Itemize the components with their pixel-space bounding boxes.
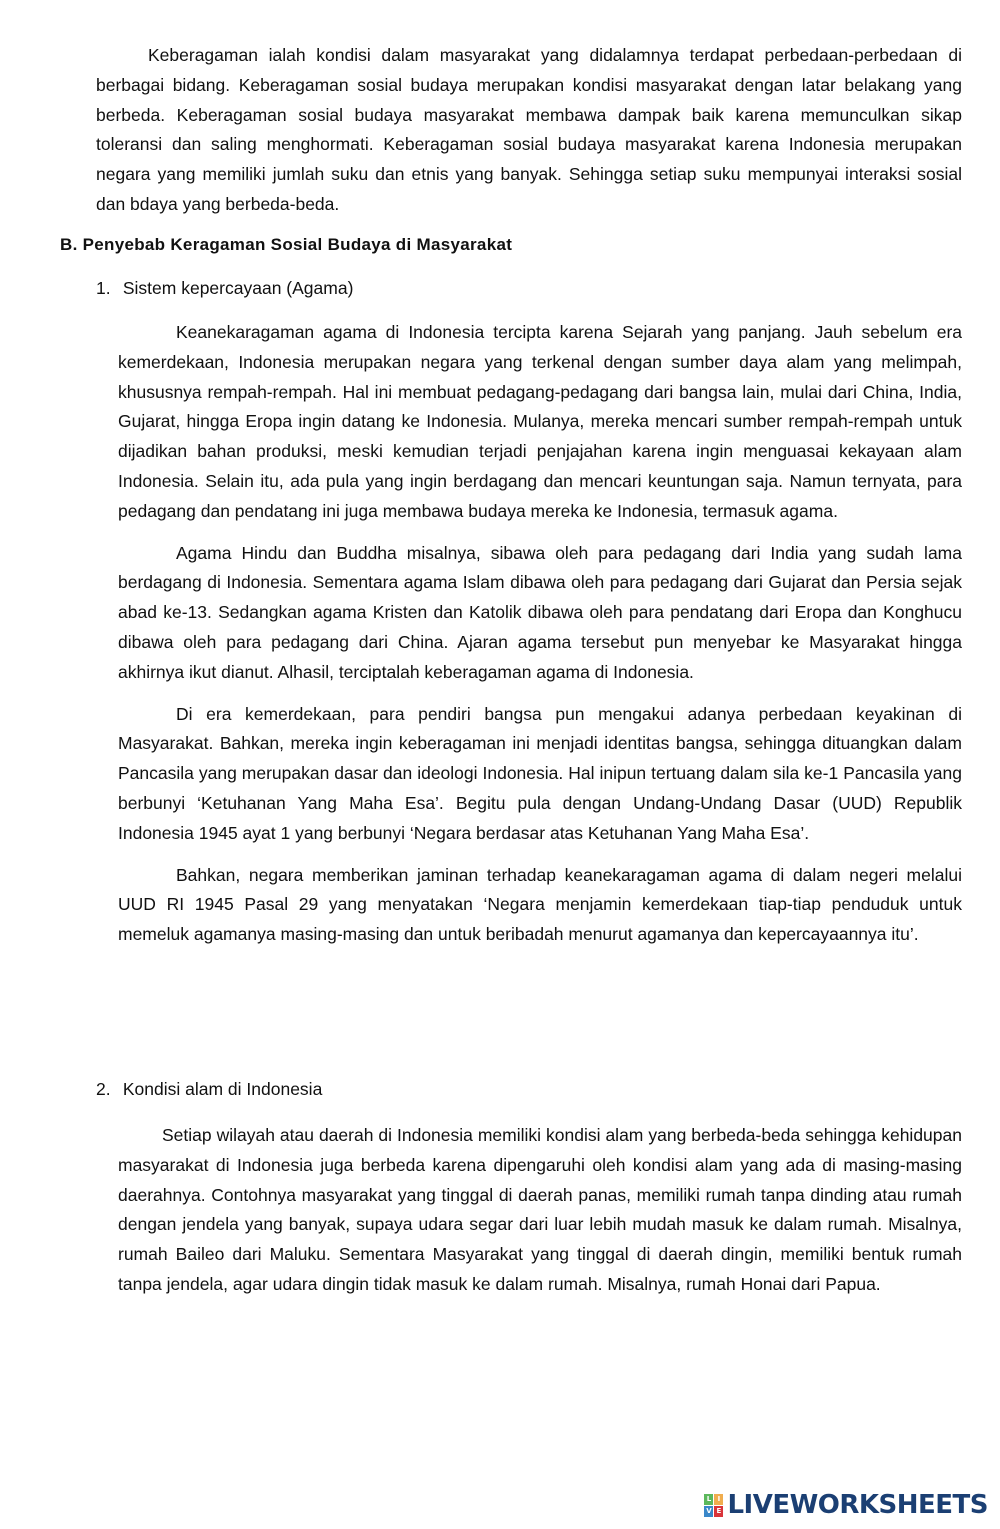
- list-title: Sistem kepercayaan (Agama): [122, 278, 354, 298]
- section-heading: B. Penyebab Keragaman Sosial Budaya di Masyarakat: [60, 235, 513, 254]
- logo-tile: E: [714, 1506, 723, 1517]
- list-number: 1.: [96, 278, 111, 298]
- logo-tile: L: [704, 1494, 713, 1505]
- logo-tile: I: [714, 1494, 723, 1505]
- logo-tile: V: [706, 1506, 712, 1515]
- paragraph: Bahkan, negara memberikan jaminan terhadap keanekaragaman agama di dalam negeri melalui UUD RI 1945 Pasal 29 yang menyatakan ‘Negara menjamin kemerdekaan tiap-tiap penduduk untuk memeluk agamanya masing-masing dan untuk beribadah menurut agamanya dan kepercayaannya itu’.: [118, 864, 962, 945]
- paragraph: Setiap wilayah atau daerah di Indonesia memiliki kondisi alam yang berbeda-beda sehingga kehidupan masyarakat di Indonesia juga berbeda karena dipengaruhi oleh kondisi alam yang ada di masing-masing daerahnya. Contohnya masyarakat yang tinggal di daerah panas, memiliki rumah tanpa dinding atau rumah dengan jendela yang banyak, supaya udara segar dari luar lebih mudah masuk ke dalam rumah. Misalnya, rumah Baileo dari Maluku. Sementara Masyarakat yang tinggal di daerah dingin, memiliki bentuk rumah tanpa jendela, agar udara dingin tidak masuk ke dalam rumah. Misalnya, rumah Honai dari Papua.: [118, 1125, 962, 1294]
- list-item-title: [96, 1079, 322, 1100]
- paragraph: Keanekaragaman agama di Indonesia tercipta karena Sejarah yang panjang. Jauh sebelum era kemerdekaan, Indonesia merupakan negara yang terkenal dengan sumber daya alam yang melimpah, khususnya rempah-rempah. Hal ini membuat pedagang-pedagang dari bangsa lain, mulai dari China, India, Gujarat, hingga Eropa ingin datang ke Indonesia. Mulanya, mereka mencari sumber rempah-rempah untuk dijadikan bahan produksi, meski kemudian terjadi penjajahan karena ingin menguasai kekayaan alam Indonesia. Selain itu, ada pula yang ingin berdagang dan mencari keuntungan saja. Namun ternyata, para pedagang dan pendatang ini juga membawa budaya mereka ke Indonesia, termasuk agama.: [118, 322, 962, 521]
- list-title: Kondisi alam di Indonesia: [122, 1079, 323, 1099]
- logo-wordmark: LIVEWORKSHEETS: [727, 1490, 988, 1520]
- paragraph: Agama Hindu dan Buddha misalnya, sibawa oleh para pedagang dari India yang sudah lama berdagang di Indonesia. Sementara agama Islam dibawa oleh para pedagang dari Gujarat dan Persia sejak abad ke-13. Sedangkan agama Kristen dan Katolik dibawa oleh para pendatang dari Eropa dan Konghucu dibawa oleh para pedagang dari China. Ajaran agama tersebut pun menyebar ke Masyarakat hingga akhirnya ikut dianut. Alhasil, terciptalah keberagaman agama di Indonesia.: [118, 542, 962, 682]
- section-body: [118, 318, 962, 962]
- section-body: [118, 1121, 962, 1300]
- intro-paragraph: Keberagaman ialah kondisi dalam masyarakat yang didalamnya terdapat perbedaan-perbedaan di berbagai bidang. Keberagaman sosial budaya merupakan kondisi masyarakat dengan latar belakang yang berbeda. Keberagaman sosial budaya masyarakat membawa dampak baik karena memunculkan sikap toleransi dan saling menghormati. Keberagaman sosial budaya masyarakat karena Indonesia merupakan negara yang memiliki jumlah suku dan etnis yang banyak. Sehingga setiap suku mempunyai interaksi sosial dan bdaya yang berbeda-beda.: [96, 45, 962, 214]
- liveworksheets-logo: [704, 1490, 988, 1520]
- list-item-title: [96, 278, 353, 299]
- logo-tiles-icon: [704, 1494, 723, 1517]
- list-number: 2.: [96, 1079, 111, 1099]
- paragraph: Di era kemerdekaan, para pendiri bangsa pun mengakui adanya perbedaan keyakinan di Masyarakat. Bahkan, mereka ingin keberagaman ini menjadi identitas bangsa, sehingga dituangkan dalam Pancasila yang merupakan dasar dan ideologi Indonesia. Hal inipun tertuang dalam sila ke-1 Pancasila yang berbunyi ‘Ketuhanan Yang Maha Esa’. Begitu pula dengan Undang-Undang Dasar (UUD) Republik Indonesia 1945 ayat 1 yang berbunyi ‘Negara berdasar atas Ketuhanan Yang Maha Esa’.: [118, 703, 962, 843]
